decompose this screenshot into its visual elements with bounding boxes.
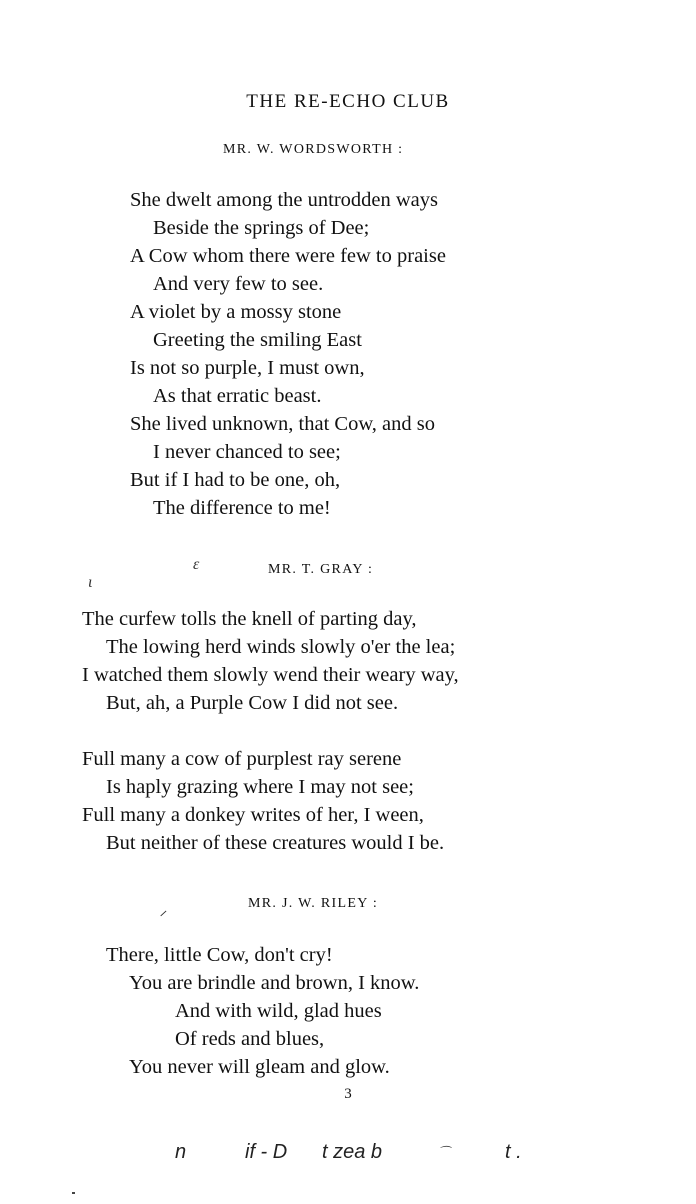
- poem-line: The difference to me!: [153, 497, 331, 519]
- poem-line: But, ah, a Purple Cow I did not see.: [106, 692, 399, 714]
- footer-fragment: t .: [505, 1141, 522, 1163]
- poem-line: Beside the springs of Dee;: [153, 217, 370, 239]
- poem-line: And very few to see.: [153, 273, 324, 295]
- section-heading-gray: MR. T. GRAY :: [268, 562, 374, 577]
- footer-fragment: ⌒: [438, 1145, 451, 1159]
- poem-line: And with wild, glad hues: [175, 1000, 382, 1022]
- poem-line: But neither of these creatures would I be.: [106, 832, 445, 854]
- poem-line: You never will gleam and glow.: [129, 1056, 390, 1078]
- poem-line: The curfew tolls the knell of parting day,: [82, 608, 417, 630]
- poem-line: Full many a cow of purplest ray serene: [82, 748, 402, 770]
- poem-line: I watched them slowly wend their weary way,: [82, 664, 459, 686]
- section-heading-riley: MR. J. W. RILEY :: [248, 896, 379, 911]
- footer-fragment: n: [175, 1141, 187, 1163]
- poem-line: I never chanced to see;: [153, 441, 341, 463]
- poem-line: Is not so purple, I must own,: [130, 357, 365, 379]
- poem-line: Full many a donkey writes of her, I ween,: [82, 804, 424, 826]
- section-heading-wordsworth: MR. W. WORDSWORTH :: [223, 142, 404, 157]
- scan-speck: [72, 1192, 75, 1194]
- pencil-mark: ᐟ: [158, 909, 165, 926]
- footer-fragment: t zea b: [322, 1141, 383, 1163]
- page-number: 3: [344, 1086, 352, 1102]
- poem-line: Is haply grazing where I may not see;: [106, 776, 414, 798]
- poem-line: Of reds and blues,: [175, 1028, 325, 1050]
- running-title: THE RE-ECHO CLUB: [246, 91, 450, 112]
- poem-line: A violet by a mossy stone: [130, 301, 342, 323]
- pencil-mark: ɩ: [88, 574, 93, 591]
- poem-line: Greeting the smiling East: [153, 329, 362, 351]
- poem-line: You are brindle and brown, I know.: [129, 972, 420, 994]
- poem-line: She lived unknown, that Cow, and so: [130, 413, 436, 435]
- pencil-mark: ɛ: [193, 556, 200, 573]
- poem-line: The lowing herd winds slowly o'er the lea;: [106, 636, 456, 658]
- poem-line: There, little Cow, don't cry!: [106, 944, 333, 966]
- footer-fragment: if - D: [245, 1141, 288, 1163]
- poem-line: A Cow whom there were few to praise: [130, 245, 446, 267]
- poem-line: She dwelt among the untrodden ways: [130, 189, 439, 211]
- poem-line: As that erratic beast.: [153, 385, 322, 407]
- poem-line: But if I had to be one, oh,: [130, 469, 341, 491]
